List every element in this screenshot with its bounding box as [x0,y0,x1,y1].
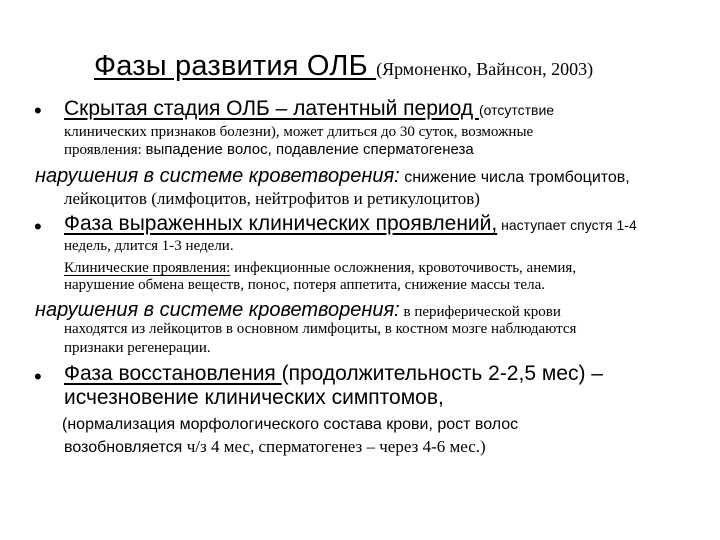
phase1-line3 [64,141,474,159]
phase1-heading-line [64,97,554,121]
title-source: (Ярмоненко, Вайнсон, 2003) [376,59,594,79]
hemato1-text-a: снижение числа тромбоцитов, [399,169,630,186]
phase2-line3 [64,259,576,277]
hemato1-heading: нарушения в системе кроветворения: [35,165,400,187]
phase2-line3-text: инфекционные осложнения, кровоточивость, анемия, [230,260,577,276]
phase2-heading: Фаза выраженных клинических проявлений, [64,212,498,235]
phase2-heading-line [64,212,637,236]
phase2-line3-label: Клинические проявления: [64,260,231,276]
title-main: Фазы развития ОЛБ [94,50,377,82]
phase2-line4: нарушение обмена веществ, понос, потеря аппетита, снижение массы тела. [64,277,545,293]
phase3-line2: исчезновение клинических симптомов, [64,386,444,409]
phase3-note-line2 [64,437,486,457]
phase1-text-start: (отсутствие [478,102,555,118]
phase2-line2: недель, длится 1-3 недели. [64,238,234,254]
phase1-heading: Скрытая стадия ОЛБ – латентный период [64,97,479,120]
phase3-heading: Фаза восстановления [64,362,282,385]
hemato2-heading: нарушения в системе кроветворения: [35,299,400,321]
hemato1-line2: лейкоцитов (лимфоцитов, нейтрофитов и ретикулоцитов) [64,189,480,208]
phase1-line2: клинических признаков болезни), может длиться до 30 суток, возможные [64,124,534,140]
phase1-line3-a: проявления: [64,142,146,158]
hemato2-line2: находятся из лейкоцитов в основном лимфоциты, в костном мозге наблюдаются [64,321,577,337]
bullet-icon: • [34,364,42,389]
phase3-note-line2-b: ч/з 4 мес, сперматогенез – через 4-6 мес.) [186,437,486,456]
phase2-text-start: наступает спустя 1-4 [497,217,637,233]
hemato2-line3: признаки регенерации. [64,340,211,356]
phase3-note-line1: (нормализация морфологического состава крови, рост волос [62,416,519,433]
phase1-line3-b: выпадение волос, подавление сперматогенеза [145,141,474,158]
bullet-icon: • [34,98,42,123]
hemato2-line1 [35,299,561,322]
phase3-text-start: (продолжительность 2-2,5 мес) – [281,362,603,385]
slide-title [94,50,593,83]
bullet-icon: • [34,214,42,239]
phase3-note-line2-a: возобновляется [64,439,187,456]
phase3-heading-line [64,362,603,386]
hemato1-line1 [35,165,630,188]
hemato2-text-a: в периферической крови [399,304,561,320]
